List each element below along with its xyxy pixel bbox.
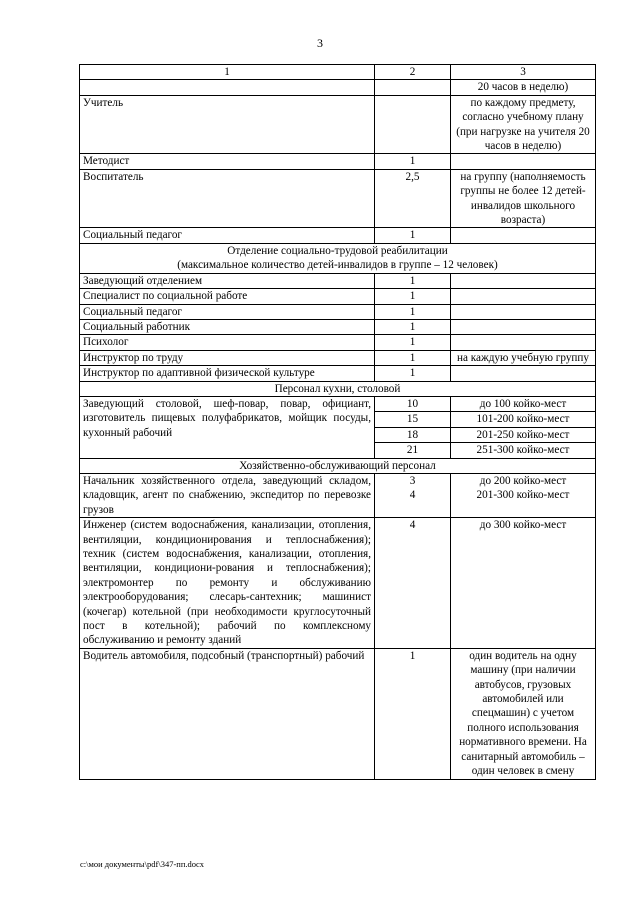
note-cell: 251-300 койко-мест	[451, 443, 596, 458]
table-row	[80, 335, 596, 350]
section-heading-row	[80, 243, 596, 273]
position-cell: Учитель	[80, 95, 375, 154]
note-value: до 200 койко-мест	[479, 474, 567, 487]
note-cell	[451, 335, 596, 350]
position-cell: Заведующий отделением	[80, 273, 375, 288]
note-cell: на каждую учебную группу	[451, 350, 596, 365]
position-cell: Инженер (систем водоснабжения, канализации, отопления, вентиляции, кондиционирования и теплоснабжения); техник (систем водоснабжения, канализации, отопления, вентиляции, кондициони-рования и теплоснабжения); электромонтер по ремонту и обслуживанию электрооборудования; слесарь-сантехник; машинист (кочегар) котельной (при необходимости круглосуточный пост в котельной); рабочий по комплексному обслуживанию и ремонту зданий	[80, 518, 375, 649]
count-cell	[375, 473, 451, 517]
header-col-1: 1	[80, 65, 375, 80]
table-row	[80, 396, 596, 411]
table-row	[80, 289, 596, 304]
table-row	[80, 319, 596, 334]
count-cell: 2,5	[375, 169, 451, 228]
table-row	[80, 518, 596, 649]
table-row	[80, 273, 596, 288]
note-cell	[451, 154, 596, 169]
position-cell: Методист	[80, 154, 375, 169]
count-cell: 1	[375, 304, 451, 319]
count-value: 4	[409, 489, 416, 502]
count-cell: 1	[375, 648, 451, 779]
position-cell: Заведующий столовой, шеф-повар, повар, официант, изготовитель пищевых полуфабрикатов, мойщик посуды, кухонный рабочий	[80, 396, 375, 458]
count-cell: 1	[375, 273, 451, 288]
section-heading-row	[80, 381, 596, 396]
section-title: Хозяйственно-обслуживающий персонал	[80, 458, 596, 473]
note-value: 201-300 койко-мест	[476, 489, 570, 502]
count-cell: 1	[375, 154, 451, 169]
note-cell: на группу (наполняемость группы не более 12 детей-инвалидов школьного возраста)	[451, 169, 596, 228]
table-row	[80, 154, 596, 169]
count-cell: 21	[375, 443, 451, 458]
section-title: Персонал кухни, столовой	[80, 381, 596, 396]
note-cell: до 100 койко-мест	[451, 396, 596, 411]
position-cell: Водитель автомобиля, подсобный (транспортный) рабочий	[80, 648, 375, 779]
position-cell: Специалист по социальной работе	[80, 289, 375, 304]
count-cell: 18	[375, 427, 451, 442]
note-cell: 20 часов в неделю)	[451, 80, 596, 95]
position-cell: Начальник хозяйственного отдела, заведующий складом, кладовщик, агент по снабжению, экспедитор по перевозке грузов	[80, 473, 375, 517]
count-cell: 10	[375, 396, 451, 411]
note-cell	[451, 289, 596, 304]
table-row	[80, 169, 596, 228]
header-col-2: 2	[375, 65, 451, 80]
position-cell: Социальный педагог	[80, 304, 375, 319]
note-cell	[451, 273, 596, 288]
position-cell: Воспитатель	[80, 169, 375, 228]
section-subtitle: (максимальное количество детей-инвалидов в группе – 12 человек)	[177, 259, 498, 272]
count-cell: 15	[375, 412, 451, 427]
section-heading	[80, 243, 596, 273]
count-cell: 1	[375, 319, 451, 334]
note-cell: 101-200 койко-мест	[451, 412, 596, 427]
file-path-footer: c:\мои документы\pdf\347-пп.docx	[80, 859, 205, 869]
page-number: 3	[317, 36, 323, 50]
count-cell: 4	[375, 518, 451, 649]
note-cell	[451, 228, 596, 243]
section-title: Отделение социально-трудовой реабилитации	[227, 244, 448, 257]
count-cell: 1	[375, 289, 451, 304]
count-cell: 1	[375, 350, 451, 365]
note-cell	[451, 473, 596, 517]
note-cell	[451, 366, 596, 381]
table-row	[80, 366, 596, 381]
table-row	[80, 80, 596, 95]
note-cell: один водитель на одну машину (при наличии автобусов, грузовых автомобилей или спецмашин) с учетом полного использования нормативного времени. На санитарный автомобиль – один человек в смену	[451, 648, 596, 779]
note-cell: до 300 койко-мест	[451, 518, 596, 649]
table-header-row	[80, 65, 596, 80]
position-cell: Социальный работник	[80, 319, 375, 334]
count-cell: 1	[375, 335, 451, 350]
position-cell: Психолог	[80, 335, 375, 350]
header-col-3: 3	[451, 65, 596, 80]
position-cell: Социальный педагог	[80, 228, 375, 243]
count-cell: 1	[375, 228, 451, 243]
table-row	[80, 228, 596, 243]
note-cell: 201-250 койко-мест	[451, 427, 596, 442]
table-row	[80, 648, 596, 779]
count-value: 3	[409, 474, 416, 487]
table-row	[80, 473, 596, 517]
section-heading-row	[80, 458, 596, 473]
position-cell: Инструктор по труду	[80, 350, 375, 365]
staff-table	[79, 64, 596, 780]
count-cell: 1	[375, 366, 451, 381]
count-cell	[375, 80, 451, 95]
table-row	[80, 350, 596, 365]
position-cell	[80, 80, 375, 95]
note-cell	[451, 304, 596, 319]
table-row	[80, 95, 596, 154]
table-row	[80, 304, 596, 319]
note-cell	[451, 319, 596, 334]
count-cell	[375, 95, 451, 154]
position-cell: Инструктор по адаптивной физической культуре	[80, 366, 375, 381]
note-cell: по каждому предмету, согласно учебному плану (при нагрузке на учителя 20 часов в неделю)	[451, 95, 596, 154]
